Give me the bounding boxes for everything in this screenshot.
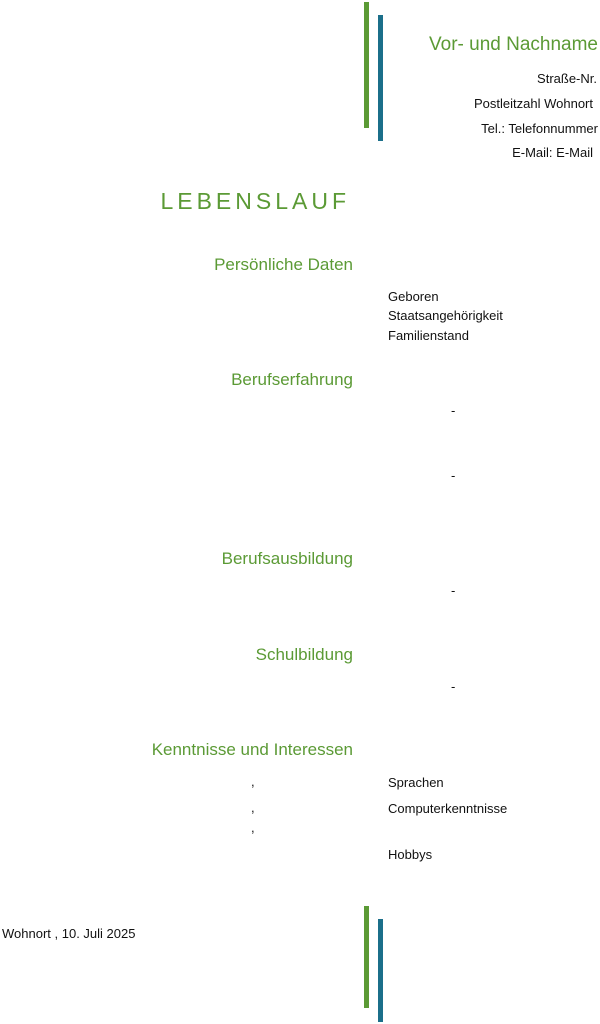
skills-comma-2: , bbox=[251, 800, 255, 815]
footer-bar-green bbox=[364, 906, 369, 1008]
school-dash: - bbox=[451, 679, 456, 694]
section-heading-personal: Persönliche Daten bbox=[214, 255, 353, 274]
label-nationality: Staatsangehörigkeit bbox=[388, 308, 503, 323]
experience-dash-2: - bbox=[451, 468, 456, 483]
header-bar-teal bbox=[378, 15, 383, 141]
label-computer-skills: Computerkenntnisse bbox=[388, 801, 508, 816]
label-languages: Sprachen bbox=[388, 775, 444, 790]
section-heading-training: Berufsausbildung bbox=[221, 549, 353, 568]
full-name: Vor- und Nachname bbox=[429, 34, 598, 55]
experience-dash-1: - bbox=[451, 403, 456, 418]
city-line: Postleitzahl Wohnort bbox=[474, 96, 593, 111]
place-and-date: Wohnort , 10. Juli 2025 bbox=[2, 926, 136, 941]
footer-bar-teal bbox=[378, 919, 383, 1022]
section-heading-experience: Berufserfahrung bbox=[231, 370, 353, 389]
document-title: LEBENSLAUF bbox=[160, 188, 350, 214]
header-bar-green bbox=[364, 2, 369, 128]
label-hobbies: Hobbys bbox=[388, 847, 433, 862]
label-marital-status: Familienstand bbox=[388, 328, 469, 343]
training-dash: - bbox=[451, 583, 456, 598]
email-line: E-Mail: E-Mail bbox=[512, 145, 593, 160]
section-heading-skills: Kenntnisse und Interessen bbox=[151, 740, 353, 759]
label-born: Geboren bbox=[388, 289, 439, 304]
skills-comma-3: , bbox=[251, 820, 255, 835]
phone-line: Tel.: Telefonnummer bbox=[481, 121, 598, 136]
skills-comma-1: , bbox=[251, 774, 255, 789]
street-line: Straße-Nr. bbox=[537, 71, 597, 86]
section-heading-school: Schulbildung bbox=[255, 645, 353, 664]
